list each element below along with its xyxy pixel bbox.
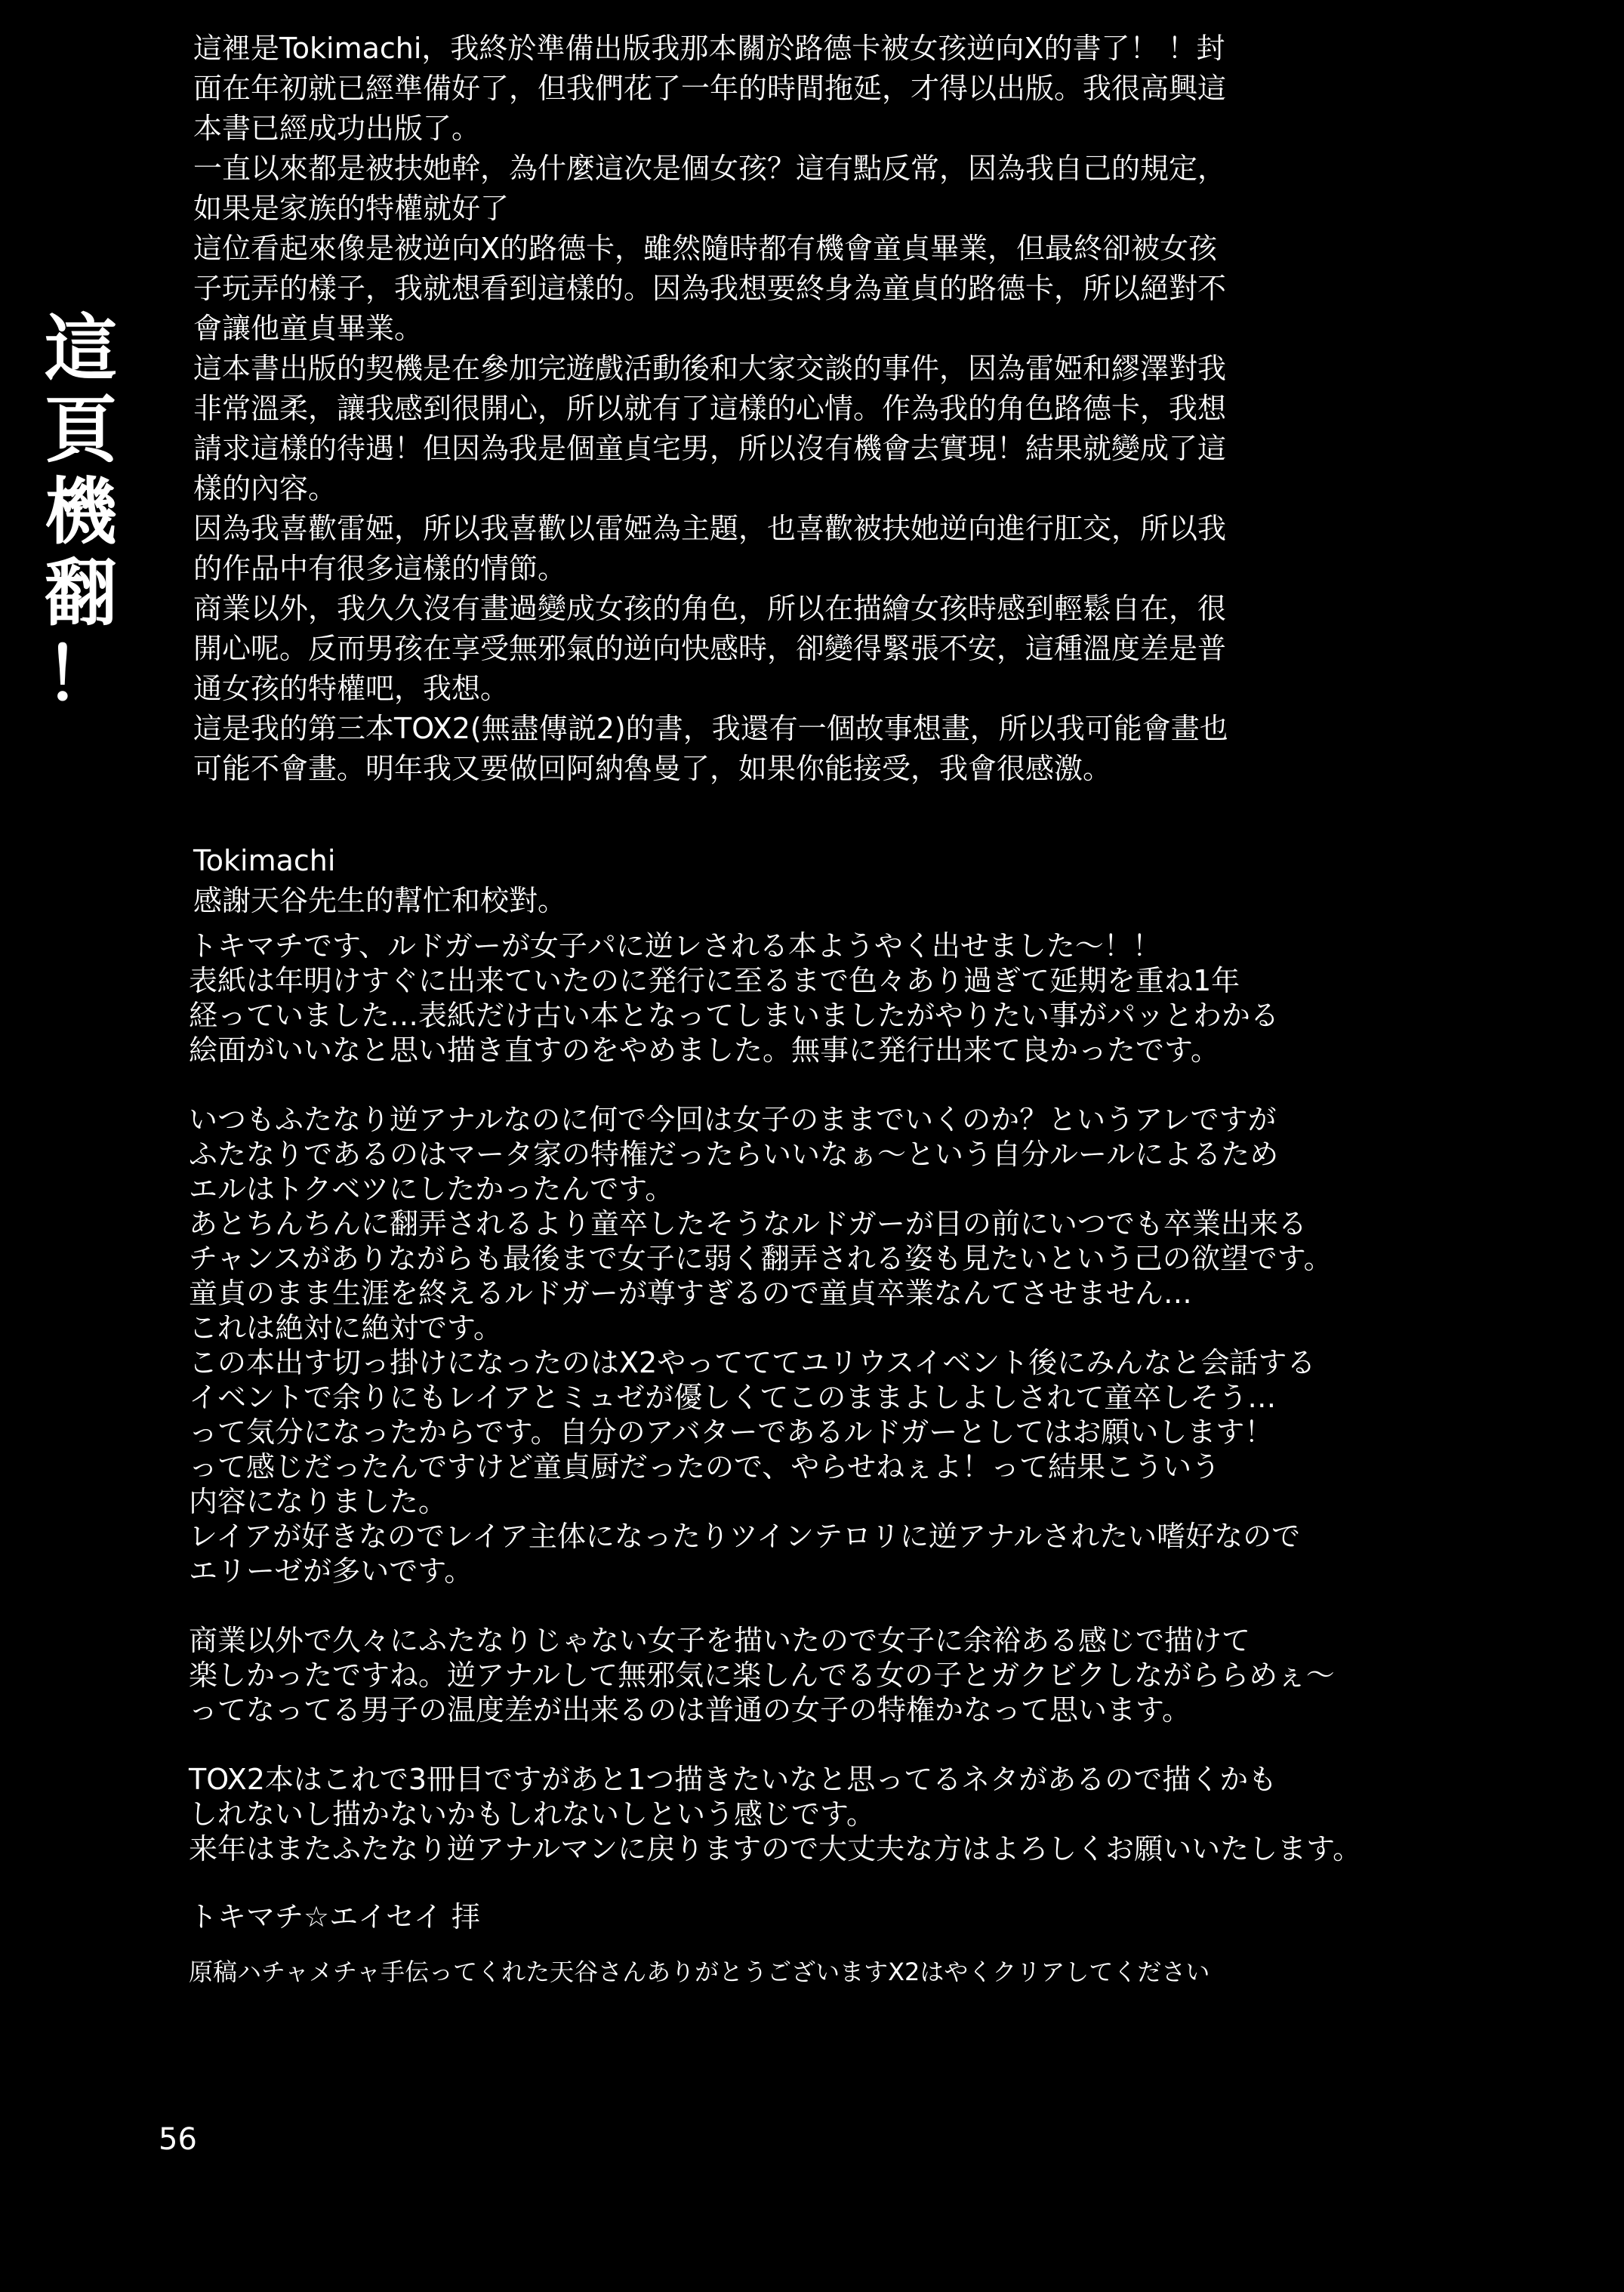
text-line: 開心呢。反而男孩在享受無邪氣的逆向快感時，卻變得緊張不安，這種溫度差是普 — [193, 632, 1227, 665]
text-line: エリーゼが多いです。 — [189, 1554, 473, 1588]
text-line: 可能不會畫。明年我又要做回阿納魯曼了，如果你能接受，我會很感激。 — [193, 752, 1112, 785]
text-line: 子玩弄的樣子，我就想看到這樣的。因為我想要終身為童貞的路德卡，所以絕對不 — [193, 272, 1227, 305]
text-line: 因為我喜歡雷婭，所以我喜歡以雷婭為主題，也喜歡被扶她逆向進行肛交，所以我 — [193, 512, 1227, 545]
chinese-signature — [193, 841, 566, 921]
text-line: 這是我的第三本TOX2(無盡傳説2)的書，我還有一個故事想畫，所以我可能會畫也 — [193, 712, 1228, 745]
paragraph — [189, 1762, 1533, 1866]
text-line: チャンスがありながらも最後まで女子に弱く翻弄される姿も見たいという己の欲望です。 — [189, 1242, 1333, 1275]
text-line: 這裡是Tokimachi，我終於準備出版我那本關於路德卡被女孩逆向X的書了！ ！封 — [193, 32, 1225, 65]
text-line: 童貞のまま生涯を終えるルドガーが尊すぎるので童貞卒業なんてさせません… — [189, 1277, 1192, 1310]
side-title — [39, 308, 122, 716]
side-title-char: ！ — [45, 633, 117, 717]
paragraph — [189, 1623, 1533, 1727]
text-line: しれないし描かないかもしれないしという感じです。 — [189, 1798, 875, 1831]
text-line: 這位看起來像是被逆向X的路德卡，雖然隨時都有機會童貞畢業，但最終卻被女孩 — [193, 232, 1218, 265]
text-line: 表紙は年明けすぐに出来ていたのに発行に至るまで色々あり過ぎて延期を重ね1年 — [189, 964, 1240, 997]
chinese-translation-text — [193, 29, 1401, 789]
text-line: 経っていました…表紙だけ古い本となってしまいましたがやりたい事がパッとわかる — [189, 999, 1280, 1032]
text-line: 本書已經成功出版了。 — [193, 112, 481, 145]
text-line: エルはトクベツにしたかったんです。 — [189, 1172, 674, 1206]
japanese-signature: トキマチ☆エイセイ 拝 — [189, 1900, 480, 1933]
side-title-char: 翻 — [45, 551, 117, 636]
text-line: イベントで余りにもレイアとミュゼが優しくてこのままよしよしされて童卒しそう… — [189, 1381, 1277, 1414]
signature-thanks: 感謝天谷先生的幫忙和校對。 — [193, 884, 567, 917]
text-line: 請求這樣的待遇！但因為我是個童貞宅男，所以沒有機會去實現！結果就變成了這 — [193, 432, 1227, 465]
text-line: 一直以來都是被扶她幹，為什麼這次是個女孩？這有點反常，因為我自己的規定， — [193, 152, 1227, 185]
text-line: あとちんちんに翻弄されるより童卒したそうなルドガーが目の前にいつでも卒業出来る — [189, 1207, 1307, 1240]
text-line: 内容になりました。 — [189, 1485, 448, 1518]
page-number: 56 — [159, 2122, 197, 2157]
text-line: って気分になったからです。自分のアバターであるルドガーとしてはお願いします！ — [189, 1416, 1274, 1449]
text-line: いつもふたなり逆アナルなのに何で今回は女子のままでいくのか？というアレですが — [189, 1103, 1277, 1136]
text-line: この本出す切っ掛けになったのはX2やってててユリウスイベント後にみんなと会話する — [189, 1346, 1316, 1379]
text-line: 面在年初就已經準備好了，但我們花了一年的時間拖延，才得以出版。我很高興這 — [193, 72, 1227, 105]
text-line: 如果是家族的特權就好了 — [193, 192, 510, 225]
text-line: 通女孩的特權吧，我想。 — [193, 672, 510, 705]
text-line: ってなってる男子の温度差が出来るのは普通の女子の特権かなって思います。 — [189, 1693, 1191, 1727]
japanese-afterword-text — [189, 929, 1533, 1987]
text-line: TOX2本はこれで3冊目ですがあと1つ描きたいなと思ってるネタがあるので描くかも — [189, 1763, 1277, 1796]
text-line: レイアが好きなのでレイア主体になったりツインテロリに逆アナルされたい嗜好なので — [189, 1520, 1301, 1553]
text-line: 這本書出版的契機是在參加完遊戲活動後和大家交談的事件，因為雷婭和繆澤對我 — [193, 352, 1227, 385]
paragraph — [189, 929, 1533, 1067]
text-line: 非常溫柔，讓我感到很開心，所以就有了這樣的心情。作為我的角色路德卡，我想 — [193, 392, 1227, 425]
paragraph — [189, 1102, 1533, 1588]
text-line: 楽しかったですね。逆アナルして無邪気に楽しんでる女の子とガクビクしながららめぇ～ — [189, 1659, 1335, 1692]
text-line: 樣的內容。 — [193, 472, 337, 505]
text-line: 来年はまたふたなり逆アナルマンに戻りますので大丈夫な方はよろしくお願いいたします。 — [189, 1832, 1362, 1865]
text-line: トキマチです、ルドガーが女子パに逆レされる本ようやく出せました～！！ — [189, 929, 1161, 963]
text-line: 的作品中有很多這樣的情節。 — [193, 552, 567, 585]
text-line: って感じだったんですけど童貞厨だったので、やらせねぇよ！って結果こういう — [189, 1450, 1221, 1483]
signature-name: Tokimachi — [193, 844, 336, 877]
text-line: 會讓他童貞畢業。 — [193, 312, 424, 345]
text-line: ふたなりであるのはマータ家の特権だったらいいなぁ～という自分ルールによるため — [189, 1138, 1279, 1171]
side-title-char: 這 — [45, 307, 117, 391]
text-line: 商業以外，我久久沒有畫過變成女孩的角色，所以在描繪女孩時感到輕鬆自在，很 — [193, 592, 1227, 625]
side-title-char: 機 — [45, 470, 117, 554]
text-line: 商業以外で久々にふたなりじゃない女子を描いたので女子に余裕ある感じで描けて — [189, 1624, 1251, 1657]
text-line: 絵面がいいなと思い描き直すのをやめました。無事に発行出来て良かったです。 — [189, 1034, 1219, 1067]
japanese-note: 原稿ハチャメチャ手伝ってくれた天谷さんありがとうございますX2はやくクリアしてください — [189, 1958, 1210, 1986]
text-line: これは絶対に絶対です。 — [189, 1311, 502, 1345]
side-title-char: 頁 — [45, 388, 117, 473]
